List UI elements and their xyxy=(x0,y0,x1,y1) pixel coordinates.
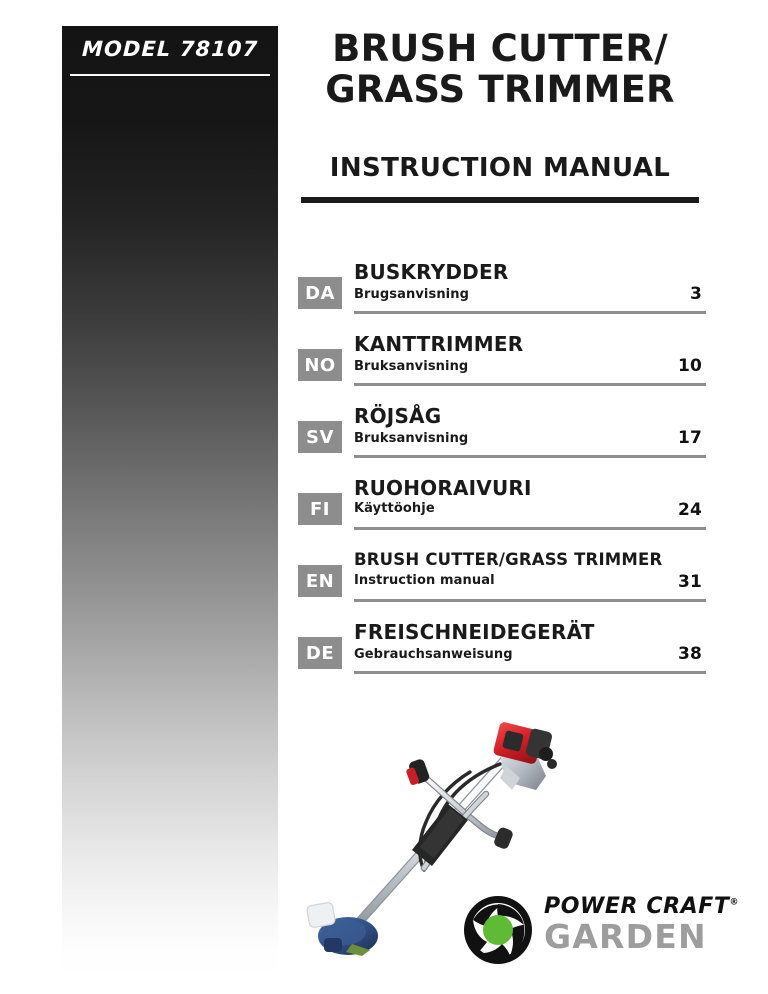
language-subtitle: Käyttöohje xyxy=(354,501,435,516)
list-item[interactable] xyxy=(292,400,708,472)
language-title: KANTTRIMMER xyxy=(354,332,524,356)
language-code-badge: DE xyxy=(298,637,342,669)
language-title: BRUSH CUTTER/GRASS TRIMMER xyxy=(354,550,663,569)
left-gradient-panel xyxy=(62,26,278,976)
aperture-icon xyxy=(462,894,534,966)
language-index-list xyxy=(292,256,708,688)
language-subtitle: Instruction manual xyxy=(354,573,495,588)
brand-logo xyxy=(462,890,740,972)
language-page-number: 38 xyxy=(677,644,702,664)
language-code-badge: EN xyxy=(298,565,342,597)
model-badge-underline xyxy=(70,74,270,76)
subtitle-divider xyxy=(301,197,699,203)
language-title: FREISCHNEIDEGERÄT xyxy=(354,620,595,644)
language-entry-body xyxy=(354,400,706,472)
language-page-number: 3 xyxy=(689,284,702,304)
page-subtitle: INSTRUCTION MANUAL xyxy=(329,152,671,183)
language-entry-body xyxy=(354,328,706,400)
language-page-number: 24 xyxy=(677,500,702,520)
list-item[interactable] xyxy=(292,544,708,616)
language-row-divider xyxy=(354,455,706,458)
list-item[interactable] xyxy=(292,256,708,328)
language-entry-body xyxy=(354,256,706,328)
language-page-number: 10 xyxy=(677,356,702,376)
language-row-divider xyxy=(354,671,706,674)
page-title-line-1: BRUSH CUTTER/ xyxy=(332,27,668,70)
language-page-number: 31 xyxy=(677,572,702,592)
language-title: RÖJSÅG xyxy=(354,404,442,428)
page-title-line-2: GRASS TRIMMER xyxy=(325,68,675,112)
language-title: BUSKRYDDER xyxy=(354,260,509,284)
language-row-divider xyxy=(354,383,706,386)
language-page-number: 17 xyxy=(677,428,702,448)
language-code-badge: NO xyxy=(298,349,342,381)
language-row-divider xyxy=(354,527,706,530)
language-code-badge: DA xyxy=(298,277,342,309)
list-item[interactable] xyxy=(292,616,708,688)
brand-power-craft-text: POWER CRAFT xyxy=(544,894,730,919)
brand-name-garden: GARDEN xyxy=(544,917,707,956)
brand-wordmark xyxy=(544,894,740,956)
language-subtitle: Brugsanvisning xyxy=(354,287,469,302)
cover-content-column xyxy=(292,22,708,664)
language-subtitle: Bruksanvisning xyxy=(354,431,469,446)
language-row-divider xyxy=(354,311,706,314)
language-row-divider xyxy=(354,599,706,602)
model-badge-label: MODEL 78107 xyxy=(81,37,259,61)
language-entry-body xyxy=(354,544,706,616)
language-code-badge: SV xyxy=(298,421,342,453)
language-code-badge: FI xyxy=(298,493,342,525)
language-entry-body xyxy=(354,616,706,688)
engine-unit xyxy=(493,721,557,790)
brand-name-power-craft xyxy=(544,894,740,919)
language-subtitle: Bruksanvisning xyxy=(354,359,469,374)
page-title xyxy=(292,22,708,111)
model-badge xyxy=(62,26,278,72)
list-item[interactable] xyxy=(292,328,708,400)
language-title: RUOHORAIVURI xyxy=(354,476,532,500)
list-item[interactable] xyxy=(292,472,708,544)
language-entry-body xyxy=(354,472,706,544)
registered-trademark-icon: ® xyxy=(729,897,740,908)
language-subtitle: Gebrauchsanweisung xyxy=(354,647,513,662)
